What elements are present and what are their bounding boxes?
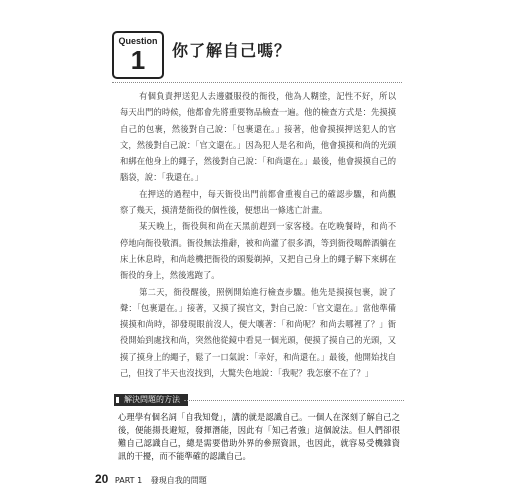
page-footer — [95, 472, 207, 486]
section-label: 解決問題的方法 — [114, 394, 188, 406]
story-paragraph: 有個負責押送犯人去邊疆服役的衙役，他為人糊塗，記性不好，所以每天出門的時候，他都會先將重要物品檢查一遍。他的檢查方式是：先摸摸自己的包裹，然後對自己說：「包裹還在。」接著，他會摸摸押送犯人的官文，然後對自己說：「官文還在。」因為犯人是名和尚，他會摸摸和尚的光頭和綁在他身上的繩子，然後對自己說：「和尚還在。」最後，他會摸摸自己的腦袋，說：「我還在。」 — [120, 91, 396, 183]
title-divider — [112, 82, 402, 83]
solution-section — [114, 394, 404, 463]
footer-part: PART 1 — [114, 476, 143, 485]
page-title: 你了解自己嗎？ — [172, 41, 292, 60]
story-paragraph: 某天晚上，衙役與和尚在天黑前趕到一家客棧。在吃晚餐時，和尚不停地向衙役敬酒。衙役無法推辭，被和尚灌了很多酒，等到衙役喝醉酒躺在床上休息時，和尚趁機把衙役的頭髮剃掉，又把自己身上的繩子解下來綁在衙役的身上，然後逃跑了。 — [120, 221, 396, 281]
section-divider — [184, 400, 404, 401]
section-text: 心理學有個名詞「自我知覺」，講的就是認識自己。一個人在深刻了解自己之後，便能揚長避短，發揮潛能，因此有「知己者強」這個說法。但人們卻很難自己認識自己，總是需要借助外界的參照資訊，也因此，就容易受機雜資訊的干擾，而不能準確的認識自己。 — [118, 412, 400, 461]
question-number: 1 — [130, 45, 146, 75]
footer-chapter: 發現自我的問題 — [150, 476, 207, 485]
question-badge — [112, 31, 164, 79]
page-number: 20 — [95, 472, 109, 486]
section-header — [114, 394, 404, 406]
story-paragraph: 在押送的過程中，每天衙役出門前都會重複自己的確認步驟，和尚觀察了幾天，摸清楚衙役的個性後，便想出一條逃亡計畫。 — [120, 188, 396, 216]
question-label: Question — [118, 36, 158, 46]
story-body — [120, 88, 396, 381]
story-paragraph: 第二天，衙役醒後，照例開始進行檢查步驟。他先是摸摸包裹，說了聲：「包裹還在。」接著，又摸了摸官文，對自己說：「官文還在。」當他準備摸摸和尚時，卻發現眼前沒人，便大嚷著：「和尚呢？和尚去哪裡了？」衙役開始到處找和尚，突然他從鏡中看見一個光頭，便摸了摸自己的光頭，又摸了摸身上的繩子，鬆了一口氣說：「幸好，和尚還在。」最後，他開始找自己，但找了半天也沒找到，大驚失色地說：「我呢？我怎麼不在了？」 — [120, 286, 396, 379]
